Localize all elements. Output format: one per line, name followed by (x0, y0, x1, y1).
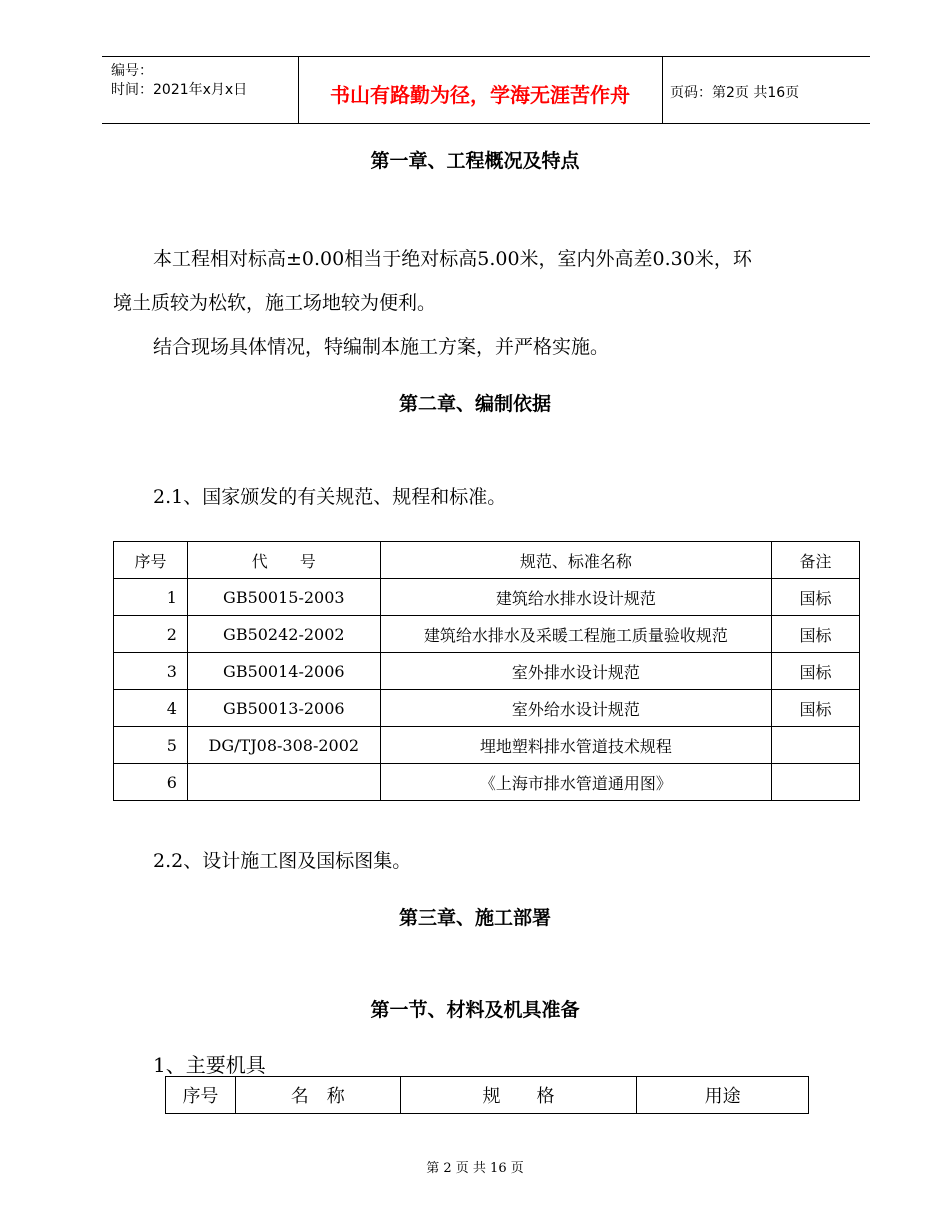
ch1-paragraph2: 结合现场具体情况，特编制本施工方案，并严格实施。 (153, 336, 610, 358)
header-page-cell (662, 57, 870, 123)
table-row (114, 764, 860, 801)
table-cell: 5 (114, 727, 188, 764)
ch1-paragraph1-line2: 境土质较为松软，施工场地较为便利。 (113, 292, 437, 314)
ch2-section-2-2: 2.2、设计施工图及国标图集。 (153, 850, 412, 872)
table-cell: GB50015-2003 (187, 579, 380, 616)
table-header-cell: 序号 (114, 542, 188, 579)
table-row (114, 727, 860, 764)
header-meta-cell (102, 57, 299, 123)
table-header-cell: 序号 (166, 1077, 236, 1114)
table-cell (187, 764, 380, 801)
ch1-paragraph1-line1: 本工程相对标高±0.00相当于绝对标高5.00米，室内外高差0.30米，环 (153, 248, 752, 270)
section1-title: 第一节、材料及机具准备 (370, 999, 580, 1021)
table-cell: GB50242-2002 (187, 616, 380, 653)
table-header-cell: 规 格 (400, 1077, 637, 1114)
table-cell: 6 (114, 764, 188, 801)
table-cell: DG/TJ08-308-2002 (187, 727, 380, 764)
table-cell (772, 764, 860, 801)
header-motto-cell (298, 57, 663, 123)
table-row (114, 579, 860, 616)
table-row (114, 616, 860, 653)
table-cell: GB50013-2006 (187, 690, 380, 727)
table-header-cell: 用途 (637, 1077, 809, 1114)
header-motto: 书山有路勤为径，学海无涯苦作舟 (330, 83, 630, 107)
doc-time-label: 时间：2021年x月x日 (111, 82, 248, 98)
table-header-row (166, 1077, 809, 1114)
chapter3-title: 第三章、施工部署 (398, 907, 551, 929)
standards-table (113, 541, 860, 801)
table-header-cell: 备注 (772, 542, 860, 579)
page-footer: 第 2 页 共 16 页 (426, 1161, 524, 1176)
table-header-cell: 名 称 (235, 1077, 400, 1114)
table-cell: 建筑给水排水及采暖工程施工质量验收规范 (380, 616, 771, 653)
chapter1-title: 第一章、工程概况及特点 (370, 150, 580, 172)
table-cell: 国标 (772, 653, 860, 690)
table-header-cell: 代 号 (187, 542, 380, 579)
ch2-section-2-1: 2.1、国家颁发的有关规范、规程和标准。 (153, 486, 507, 508)
page-header (102, 56, 870, 124)
chapter2-title: 第二章、编制依据 (398, 393, 551, 415)
table-cell (772, 727, 860, 764)
table-cell: 4 (114, 690, 188, 727)
table-header-cell: 规范、标准名称 (380, 542, 771, 579)
table-cell: 《上海市排水管道通用图》 (380, 764, 771, 801)
table-row (114, 690, 860, 727)
doc-number-label: 编号： (111, 63, 153, 79)
table-cell: 3 (114, 653, 188, 690)
table-cell: 1 (114, 579, 188, 616)
table-cell: 室外排水设计规范 (380, 653, 771, 690)
table-cell: 2 (114, 616, 188, 653)
table-cell: 国标 (772, 616, 860, 653)
table-cell: 埋地塑料排水管道技术规程 (380, 727, 771, 764)
table-cell: 建筑给水排水设计规范 (380, 579, 771, 616)
table-cell: 国标 (772, 690, 860, 727)
table-cell: 室外给水设计规范 (380, 690, 771, 727)
header-page-label: 页码：第2页 共16页 (670, 85, 800, 101)
item-main-tools: 1、主要机具 (153, 1053, 266, 1077)
table-cell: GB50014-2006 (187, 653, 380, 690)
tools-table (165, 1076, 809, 1114)
table-cell: 国标 (772, 579, 860, 616)
table-header-row (114, 542, 860, 579)
table-row (114, 653, 860, 690)
